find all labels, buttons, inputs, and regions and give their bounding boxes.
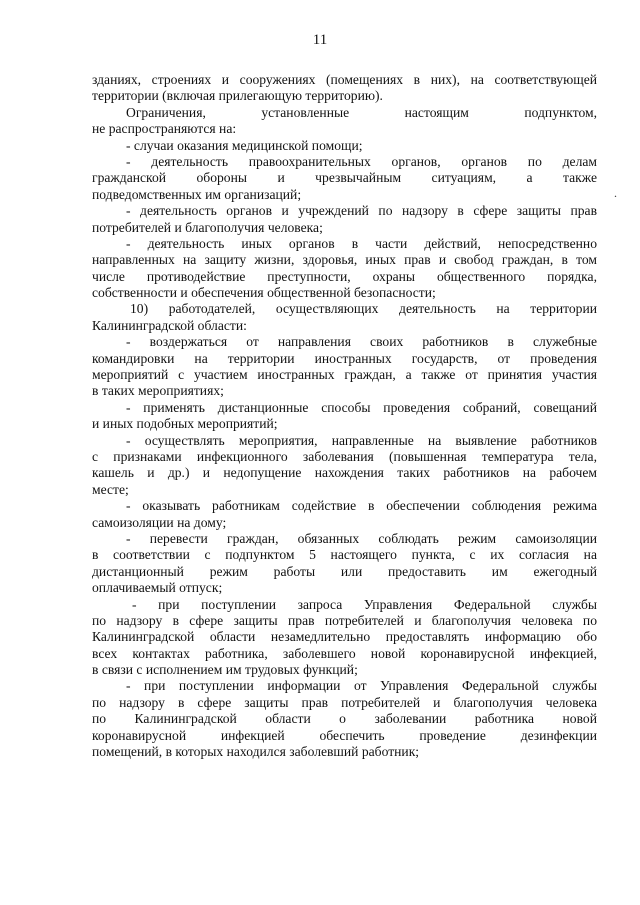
page-number: 11 [312,32,328,48]
text-line: в соответствии с подпунктом 5 настоящего пункта, с их согласия на [92,547,597,563]
text-line: 10) работодателей, осуществляющих деятельность на территории [130,301,597,317]
text-line: по Калининградской области о заболевании работника новой [92,711,597,727]
text-line: по надзору в сфере защиты прав потребителей и благополучия человека по [92,612,597,628]
text-line: подведомственных им организаций; [92,186,302,202]
text-line: коронавирусной инфекцией обеспечить проведение дезинфекции [92,727,597,743]
margin-mark: . [614,186,617,200]
text-line: - осуществлять мероприятия, направленные на выявление работников [126,432,597,448]
text-line: - оказывать работникам содействие в обеспечении соблюдения режима [126,498,597,514]
text-line: самоизоляции на дому; [92,514,227,530]
text-line: и иных подобных мероприятий; [92,416,278,432]
text-line: - при поступлении информации от Управления Федеральной службы [126,678,597,694]
text-line: не распространяются на: [92,121,237,137]
text-line: собственности и обеспечения общественной безопасности; [92,285,436,301]
text-line: - деятельность органов и учреждений по надзору в сфере защиты прав [126,203,597,219]
text-line: с признаками инфекционного заболевания (повышенная температура тела, [92,448,597,464]
text-line: потребителей и благополучия человека; [92,219,323,235]
text-line: мероприятий с участием иностранных граждан, а также от принятия участия [92,367,597,383]
text-line: месте; [92,481,129,497]
text-line: - случаи оказания медицинской помощи; [126,137,363,153]
text-line: по надзору в сфере защиты прав потребителей и благополучия человека [92,694,597,710]
text-line: оплачиваемый отпуск; [92,580,223,596]
document-body [92,72,597,760]
text-line: гражданской обороны и чрезвычайным ситуациям, а также [92,170,597,186]
text-line: всех контактах работника, заболевшего новой коронавирусной инфекцией, [92,645,597,661]
text-line: дистанционный режим работы или предоставить им ежегодный [92,563,597,579]
text-line: - деятельность правоохранительных органов, органов по делам [126,153,597,169]
text-line: направленных на защиту жизни, здоровья, иных прав и свобод граждан, в том [92,252,597,268]
text-line: - воздержаться от направления своих работников в служебные [126,334,597,350]
text-line: - применять дистанционные способы проведения собраний, совещаний [126,399,597,415]
text-line: - при поступлении запроса Управления Федеральной службы [132,596,597,612]
text-line: в таких мероприятиях; [92,383,224,399]
text-line: командировки на территории иностранных государств, от проведения [92,350,597,366]
text-line: числе противодействие преступности, охраны общественного порядка, [92,268,597,284]
text-line: зданиях, строениях и сооружениях (помещениях в них), на соответствующей [92,72,597,87]
text-line: помещений, в которых находился заболевший работник; [92,744,420,760]
text-line: Ограничения, установленные настоящим подпунктом, [126,104,597,120]
text-line: - перевести граждан, обязанных соблюдать режим самоизоляции [126,530,597,546]
text-line: Калининградской области: [92,317,247,333]
text-line: кашель и др.) и недопущение нахождения таких работников на рабочем [92,465,597,481]
text-line: территории (включая прилегающую территорию). [92,88,383,104]
text-line: в связи с исполнением им трудовых функций; [92,662,358,678]
text-line: - деятельность иных органов в части действий, непосредственно [126,235,597,251]
text-line: Калининградской области незамедлительно предоставлять информацию обо [92,629,597,645]
